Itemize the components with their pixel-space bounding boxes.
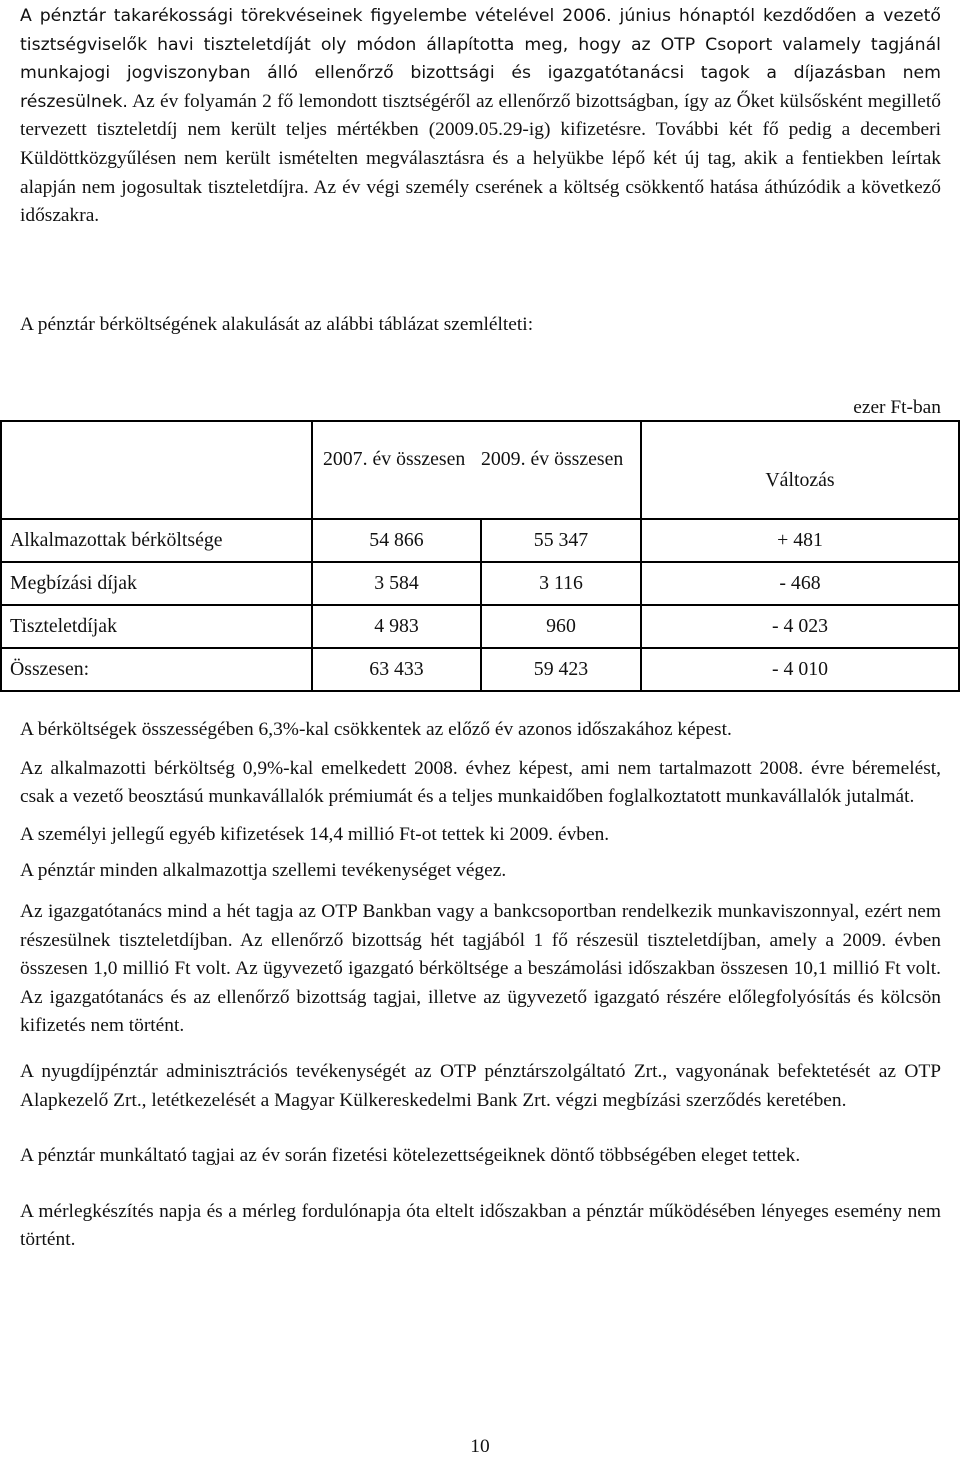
paragraph-wage-decrease: A bérköltségek összességében 6,3%-kal csökkentek az előző év azonos időszakához képest. — [20, 719, 732, 740]
table-row-total — [1, 648, 959, 691]
header-cell-change: Változás — [641, 421, 959, 519]
table-row — [1, 519, 959, 562]
cell-change: - 468 — [641, 562, 959, 605]
row-label: Megbízási díjak — [1, 562, 312, 605]
cell-2007: 63 433 — [312, 648, 481, 691]
paragraph-employer-obligations: A pénztár munkáltató tagjai az év során fizetési kötelezettségeiknek döntő többségében eleget tettek. — [20, 1145, 801, 1167]
cell-2007: 3 584 — [312, 562, 481, 605]
paragraph-administration: A nyugdíjpénztár adminisztrációs tevékenységét az OTP pénztárszolgáltató Zrt., vagyonának befektetését az OTP Alapkezelő Zrt., letétkezelését a Magyar Külkereskedelmi Bank Zrt. végzi megbízási szerződés keretében. — [20, 1060, 941, 1111]
paragraph-board-compensation: Az igazgatótanács mind a hét tagja az OTP Bankban vagy a bankcsoportban rendelkezik munkaviszonnyal, ezért nem részesülnek tiszteletdíjban. Az ellenőrző bizottság hét tagjából 1 fő részesül tiszteletdíjban, amely a 2009. évben összesen 1,0 millió Ft volt. Az ügyvezető igazgató bérköltsége a beszámolási időszakban összesen 10,1 millió Ft volt. Az igazgatótanács és az ellenőrző bizottság tagjai, illetve az ügyvezető igazgató részére előlegfolyósítás és kölcsön kifizetés nem történt. — [20, 900, 941, 1037]
wage-cost-table — [0, 420, 960, 692]
cell-2009: 55 347 — [481, 519, 641, 562]
intro-part-3: További két fő pedig a decemberi Küldöttközgyűlésen nem került ismételten megválasztásra és a helyükbe lépő két új tag, akik a fentiekben leírtak alapján nem jogosultak tiszteletdíjra. Az év végi személy cserének a költség csökkentő hatása áthúzódik a következő időszakra. — [20, 119, 941, 227]
cell-change: - 4 023 — [641, 605, 959, 648]
row-label: Összesen: — [1, 648, 312, 691]
table-row — [1, 605, 959, 648]
unit-note: ezer Ft-ban — [853, 397, 941, 418]
cell-change: + 481 — [641, 519, 959, 562]
table-intro-paragraph: A pénztár bérköltségének alakulását az alábbi táblázat szemlélteti: — [20, 314, 534, 335]
cell-change: - 4 010 — [641, 648, 959, 691]
row-label: Tiszteletdíjak — [1, 605, 312, 648]
cell-2007: 54 866 — [312, 519, 481, 562]
header-cell-2007: 2007. év összesen — [312, 421, 481, 519]
page-number: 10 — [470, 1436, 490, 1457]
header-cell-label — [1, 421, 312, 519]
body-text — [20, 716, 941, 1264]
intro-part-1: A pénztár takarékossági törekvéseinek figyelembe vételével 2006. június hónaptól kezdődően a vezető tisztségviselők havi tiszteletdíját oly módon állapította meg, hogy az OTP Csoport valamely tagjánál munkajogi jogviszonyban álló ellenőrző bizottsági és igazgatótanácsi tagok a díjazásban nem részesülnek. — [20, 6, 941, 112]
paragraph-intellectual-work: A pénztár minden alkalmazottja szellemi tevékenységet végez. — [20, 860, 507, 882]
intro-part-2: Az év folyamán 2 fő lemondott tisztségéről az ellenőrző bizottságban, így az Őket külsősként megillető tervezett tiszteletdíj nem került teljes mértékben (2009.05.29-ig) kifizetésre. — [20, 90, 941, 141]
row-label: Alkalmazottak bérköltsége — [1, 519, 312, 562]
paragraph-employee-wage: Az alkalmazotti bérköltség 0,9%-kal emelkedett 2008. évhez képest, ami nem tartalmazott 2008. évre béremelést, csak a vezető beosztású munkavállalók prémiumát és a teljes munkaidőben foglalkoztatott munkavállalók jutalmát. — [20, 757, 941, 808]
cell-2007: 4 983 — [312, 605, 481, 648]
table-row — [1, 562, 959, 605]
paragraph-other-payments: A személyi jellegű egyéb kifizetések 14,4 millió Ft-ot tettek ki 2009. évben. — [20, 823, 610, 845]
cell-2009: 960 — [481, 605, 641, 648]
paragraph-post-balance-events: A mérlegkészítés napja és a mérleg fordulónapja óta eltelt időszakban a pénztár működésében lényeges esemény nem történt. — [20, 1200, 941, 1251]
table-header-row — [1, 421, 959, 519]
cell-2009: 3 116 — [481, 562, 641, 605]
intro-paragraph — [20, 2, 941, 231]
header-cell-2009: 2009. év összesen — [481, 421, 641, 519]
cell-2009: 59 423 — [481, 648, 641, 691]
